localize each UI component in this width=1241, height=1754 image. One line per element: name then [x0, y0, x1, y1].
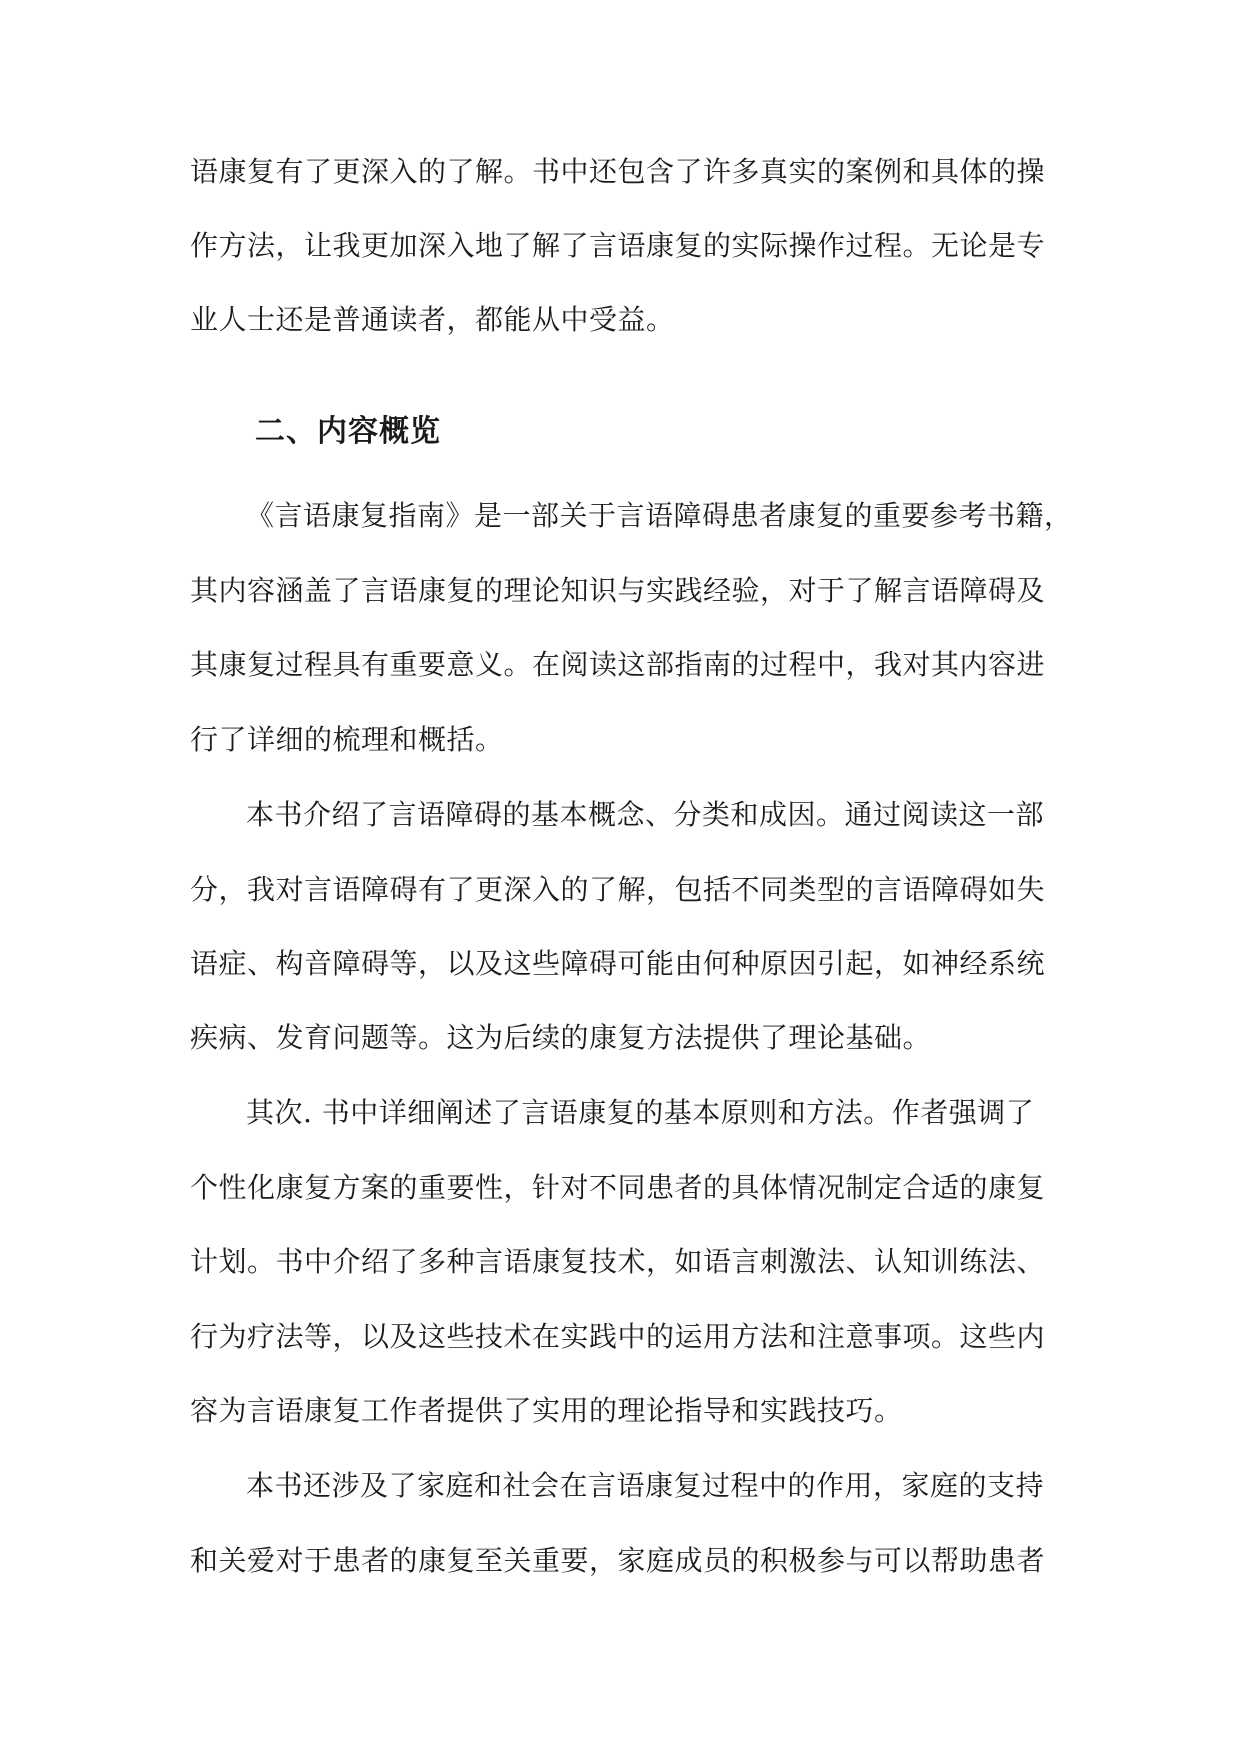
- paragraph-line: 容为言语康复工作者提供了实用的理论指导和实践技巧。: [190, 1394, 903, 1427]
- paragraph-line: 语康复有了更深入的了解。书中还包含了许多真实的案例和具体的操: [190, 155, 1046, 188]
- paragraph-line: 个性化康复方案的重要性，针对不同患者的具体情况制定合适的康复: [190, 1171, 1046, 1204]
- paragraph-line: 疾病、发育问题等。这为后续的康复方法提供了理论基础。: [190, 1021, 932, 1054]
- paragraph-line: 本书介绍了言语障碍的基本概念、分类和成因。通过阅读这一部: [246, 798, 1045, 831]
- paragraph-line: 业人士还是普通读者，都能从中受益。: [190, 303, 675, 336]
- paragraph-line: 本书还涉及了家庭和社会在言语康复过程中的作用，家庭的支持: [246, 1469, 1045, 1502]
- paragraph-line: 《言语康复指南》是一部关于言语障碍患者康复的重要参考书籍，: [246, 499, 1073, 532]
- paragraph-line: 和关爱对于患者的康复至关重要，家庭成员的积极参与可以帮助患者: [190, 1544, 1046, 1577]
- paragraph-line: 语症、构音障碍等，以及这些障碍可能由何种原因引起，如神经系统: [190, 947, 1046, 980]
- paragraph-line: 其康复过程具有重要意义。在阅读这部指南的过程中，我对其内容进: [190, 648, 1046, 681]
- paragraph-line: 其内容涵盖了言语康复的理论知识与实践经验，对于了解言语障碍及: [190, 574, 1046, 607]
- paragraph-line: 行了详细的梳理和概括。: [190, 723, 504, 756]
- paragraph-line: 分，我对言语障碍有了更深入的了解，包括不同类型的言语障碍如失: [190, 873, 1046, 906]
- paragraph-line: 行为疗法等，以及这些技术在实践中的运用方法和注意事项。这些内: [190, 1320, 1046, 1353]
- paragraph-line: 计划。书中介绍了多种言语康复技术，如语言刺激法、认知训练法、: [190, 1245, 1046, 1278]
- paragraph-line: 其次. 书中详细阐述了言语康复的基本原则和方法。作者强调了: [246, 1096, 1035, 1129]
- section-heading: 二、内容概览: [255, 414, 441, 449]
- paragraph-line: 作方法，让我更加深入地了解了言语康复的实际操作过程。无论是专: [190, 229, 1046, 262]
